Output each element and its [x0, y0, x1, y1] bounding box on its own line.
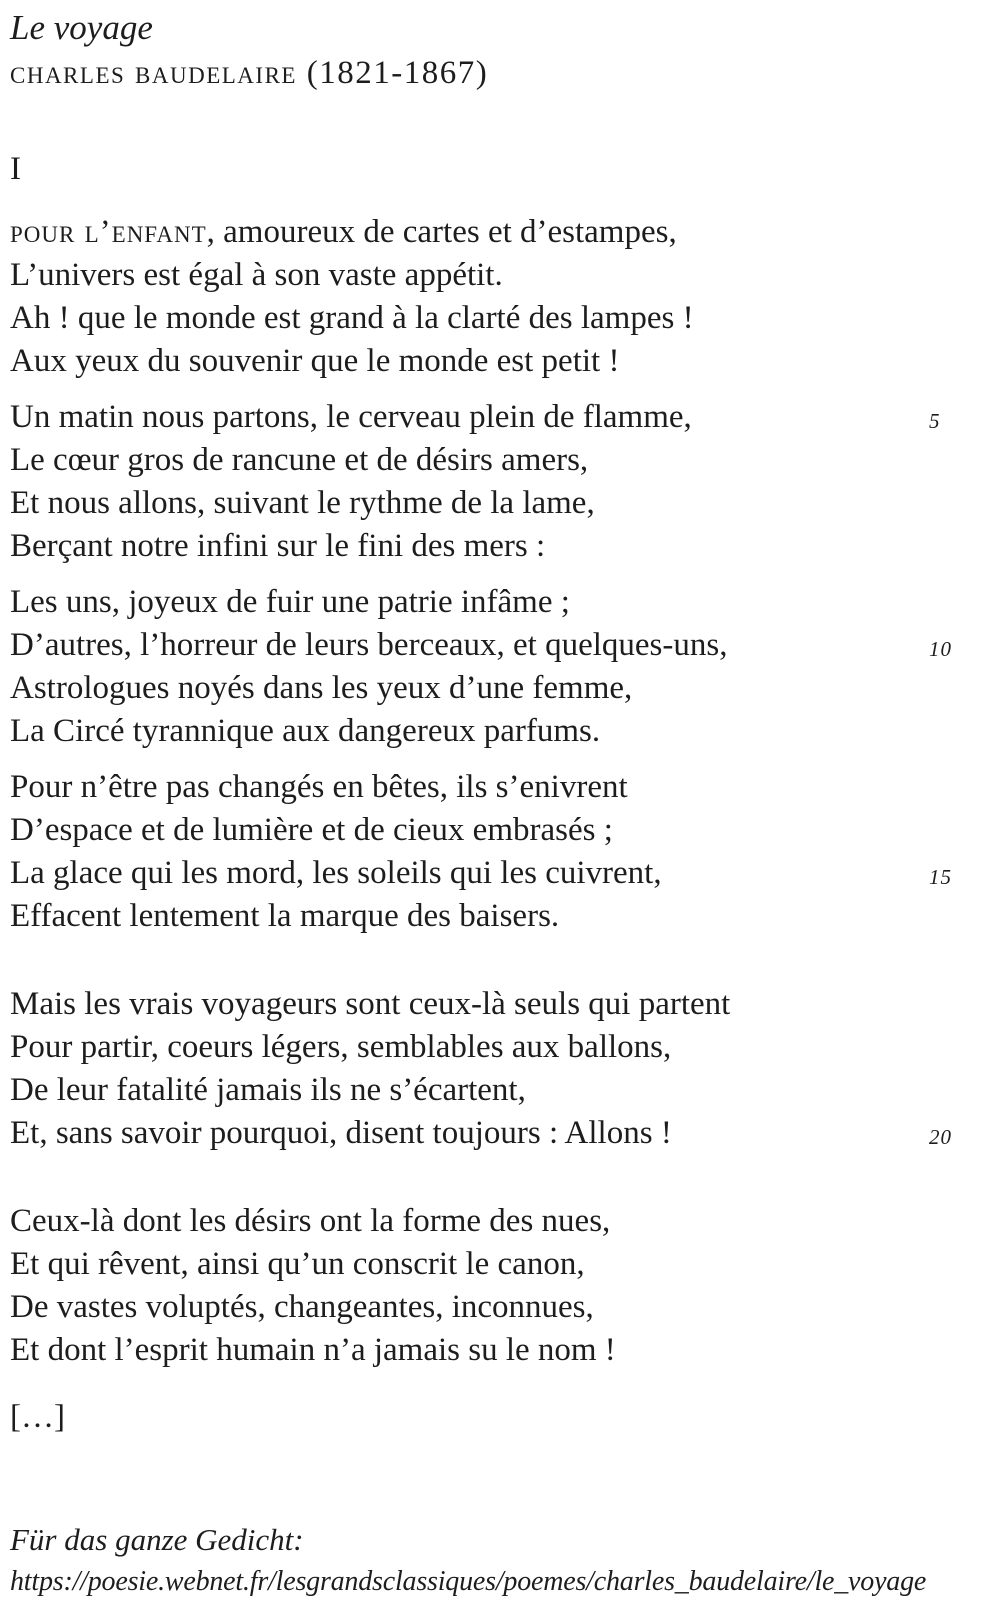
stanza [10, 983, 971, 1155]
author-line: charles baudelaire (1821-1867) [10, 55, 489, 91]
poem-line: Et, sans savoir pourquoi, disent toujours : Allons ! 20 [10, 1115, 952, 1151]
poem-line: Le cœur gros de rancune et de désirs amers, [10, 442, 589, 478]
poem-line: Ceux-là dont les désirs ont la forme des nues, [10, 1203, 611, 1239]
poem-line: Ah ! que le monde est grand à la clarté des lampes ! [10, 300, 694, 336]
footer-url-link[interactable]: https://poesie.webnet.fr/lesgrandsclassiques/poemes/charles_baudelaire/le_voyage [10, 1566, 927, 1597]
poem-line: Pour n’être pas changés en bêtes, ils s’enivrent [10, 769, 628, 805]
stanza [10, 211, 971, 383]
poem-line: De vastes voluptés, changeantes, inconnues, [10, 1289, 594, 1325]
line-number: 20 [929, 1125, 952, 1149]
poem-line: Effacent lentement la marque des baisers. [10, 898, 560, 934]
line-number: 10 [929, 637, 952, 661]
poem-line: Et qui rêvent, ainsi qu’un conscrit le canon, [10, 1246, 585, 1282]
poem-line: D’autres, l’horreur de leurs berceaux, et quelques-uns, 10 [10, 627, 952, 663]
poem-line: pour l’enfant, amoureux de cartes et d’estampes, [10, 214, 677, 250]
poem-line: Aux yeux du souvenir que le monde est petit ! [10, 343, 620, 379]
poem-line: Mais les vrais voyageurs sont ceux-là seuls qui partent [10, 986, 731, 1022]
poem-line: Un matin nous partons, le cerveau plein de flamme, 5 [10, 399, 941, 435]
stanza [10, 1200, 971, 1372]
poem-line: Berçant notre infini sur le fini des mers : [10, 528, 546, 564]
poem-line: De leur fatalité jamais ils ne s’écartent, [10, 1072, 526, 1108]
poem-line: Astrologues noyés dans les yeux d’une femme, [10, 670, 633, 706]
poem-line: La Circé tyrannique aux dangereux parfums. [10, 713, 601, 749]
poem-line: Les uns, joyeux de fuir une patrie infâme ; [10, 584, 570, 620]
stanza [10, 581, 971, 753]
poem-line: La glace qui les mord, les soleils qui les cuivrent, 15 [10, 855, 952, 891]
poem [10, 211, 971, 1372]
poem-line: Et dont l’esprit humain n’a jamais su le nom ! [10, 1332, 616, 1368]
line-number: 15 [929, 865, 952, 889]
poem-line: Et nous allons, suivant le rythme de la lame, [10, 485, 595, 521]
stanza [10, 396, 971, 568]
footer-note: Für das ganze Gedicht: [10, 1522, 304, 1557]
omission-ellipsis: […] [10, 1399, 65, 1435]
stanza [10, 766, 971, 938]
poem-title: Le voyage [10, 8, 153, 47]
poem-line: D’espace et de lumière et de cieux embrasés ; [10, 812, 613, 848]
footer [10, 1519, 971, 1600]
line-number: 5 [929, 409, 941, 433]
poem-line-smallcaps-lead: pour l’enfant [10, 214, 207, 250]
poem-line: L’univers est égal à son vaste appétit. [10, 257, 503, 293]
section-numeral: I [10, 151, 21, 187]
poem-line: Pour partir, coeurs légers, semblables aux ballons, [10, 1029, 672, 1065]
